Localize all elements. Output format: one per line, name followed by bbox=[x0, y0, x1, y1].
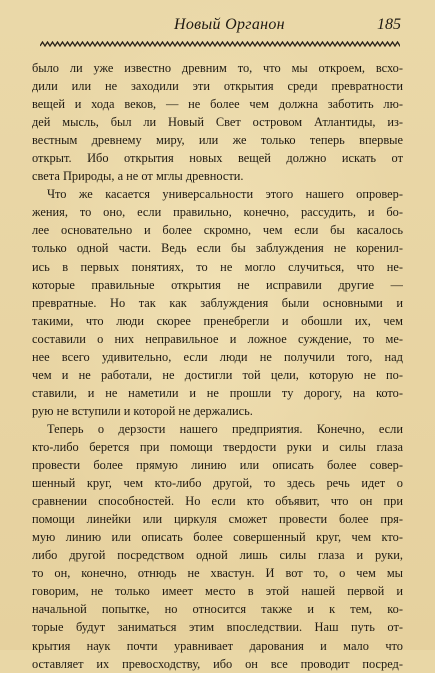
text-line: превратные. Но так как заблуждения были основными и bbox=[32, 295, 403, 310]
running-title: Новый Органон bbox=[174, 16, 285, 33]
body-text bbox=[32, 59, 403, 673]
zigzag-rule-icon bbox=[40, 41, 400, 47]
text-line: шенный круг, чем кто-либо другой, то здесь речь идет о bbox=[32, 476, 403, 491]
text-line: начальной попытке, но относится также и к тем, ко- bbox=[32, 602, 403, 617]
text-line: сравнении способностей. Но если кто объявит, что он при bbox=[32, 494, 403, 509]
text-line: торые будут заниматься этим впоследствии. Наш путь от- bbox=[32, 620, 403, 635]
text-line: открыт. Ибо открытия новых вещей должно искать от bbox=[32, 151, 403, 166]
text-line: ись в первых понятиях, то не могло случиться, что не- bbox=[32, 259, 403, 274]
paragraph bbox=[32, 59, 403, 185]
text-line: крытия наук почти уравнивает дарования и мало что bbox=[32, 638, 403, 653]
text-line: помощи линейки или циркуля сможет провести более пря- bbox=[32, 512, 403, 527]
text-line: провести более прямую линию или описать более совер- bbox=[32, 458, 403, 473]
text-line: рую не вступили и которой не держались. bbox=[32, 403, 253, 418]
text-line: Теперь о дерзости нашего предприятия. Конечно, если bbox=[47, 421, 403, 436]
paragraph bbox=[32, 420, 403, 673]
text-line: света Природы, а не от мглы древности. bbox=[32, 169, 244, 184]
page-header bbox=[28, 16, 401, 38]
text-line: оставляет их превосходству, ибо он все проводит посред- bbox=[32, 656, 403, 671]
text-line: дей мысль, был ли Новый Свет островом Атлантиды, из- bbox=[32, 115, 403, 130]
text-line: такими, что люди скорее пренебрегли и обошли их, чем bbox=[32, 313, 403, 328]
text-line: которые правильные открытия не исправили другие — bbox=[32, 277, 403, 292]
text-line: мую линию или описать более совершенный круг, чем кто- bbox=[32, 530, 403, 545]
text-line: вещей и хода веков, — не более чем должна заботить лю- bbox=[32, 97, 403, 112]
text-line: чем и не работали, не достигли той цели, которую не по- bbox=[32, 367, 403, 382]
text-line: говорим, не только имеет место в этой нашей первой и bbox=[32, 584, 403, 599]
text-line: вестным древнему миру, или же только теперь впервые bbox=[32, 133, 403, 148]
text-line: Что же касается универсальности этого нашего опровер- bbox=[47, 187, 403, 202]
text-line: лее основательно и более скромно, чем если бы касалось bbox=[32, 223, 403, 238]
paragraph bbox=[32, 185, 403, 420]
text-line: было ли уже известно древним то, что мы откроем, всхо- bbox=[32, 61, 403, 75]
text-line: либо другой посредством одной лишь силы глаза и руки, bbox=[32, 548, 403, 563]
text-line: составили о них неправильное и ложное суждение, то ме- bbox=[32, 331, 403, 346]
text-line: то он, конечно, отнюдь не хвастун. И вот то, о чем мы bbox=[32, 566, 403, 581]
text-line: кто-либо берется при помощи твердости руки и силы глаза bbox=[32, 439, 403, 454]
page-number: 185 bbox=[377, 16, 401, 33]
text-line: только одной части. Ведь если бы заблуждения не коренил- bbox=[32, 241, 403, 256]
text-line: нее всего удивительно, если люди не получили того, над bbox=[32, 349, 403, 364]
text-line: дили или не заходили эти открытия среди превратности bbox=[32, 79, 403, 94]
text-line: ставили, и не наметили и не прошли ту дорогу, на кото- bbox=[32, 385, 403, 400]
text-line: жения, то оно, если правильно, конечно, рассудить, и бо- bbox=[32, 205, 403, 220]
